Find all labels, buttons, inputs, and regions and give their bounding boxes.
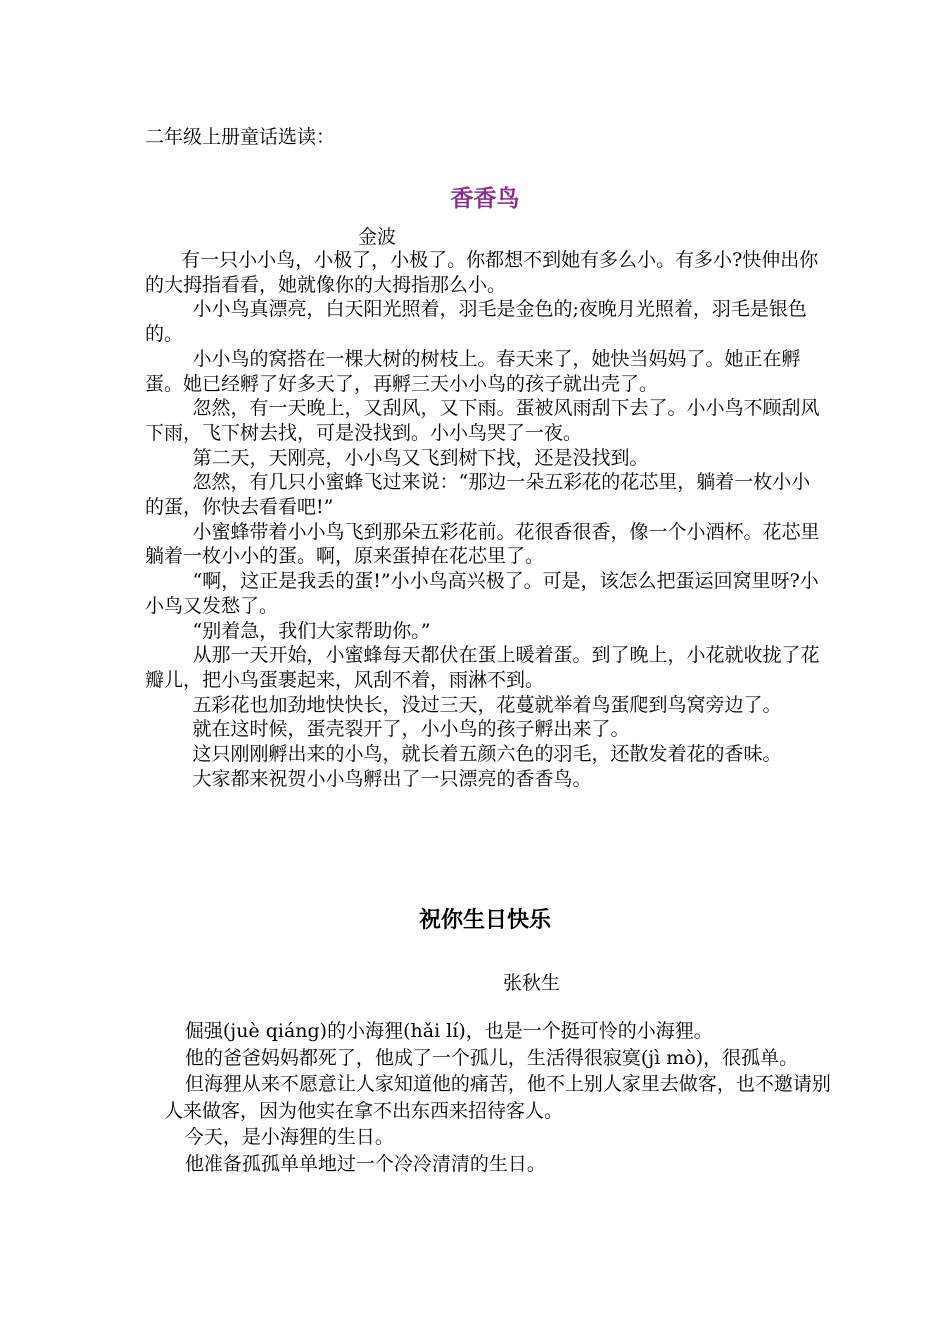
story2-paragraph: 他准备孤孤单单地过一个冷冷清清的生日。 xyxy=(184,1152,546,1175)
story2-paragraph: 今天，是小海狸的生日。 xyxy=(184,1126,394,1148)
story1-paragraph: 就在这时候，蛋壳裂开了，小小鸟的孩子孵出来了。 xyxy=(192,718,630,741)
story1-paragraph: 五彩花也加劲地快快长，没过三天，花蔓就举着鸟蛋爬到鸟窝旁边了。 xyxy=(192,693,782,716)
story1-paragraph: 第二天，天刚亮，小小鸟又飞到树下找，还是没找到。 xyxy=(192,446,649,469)
story2-author: 张秋生 xyxy=(503,972,561,994)
story1-paragraph: “别着急，我们大家帮助你。” xyxy=(192,619,431,642)
story1-paragraph: 小小鸟的窝搭在一棵大树的树枝上。春天来了，她快当妈妈了。她正在孵蛋。她已经孵了好多天了，再孵三天小小鸟的孩子就出壳了。 xyxy=(145,347,801,395)
story2-body xyxy=(164,1018,834,1177)
story1-paragraph: 大家都来祝贺小小鸟孵出了一只漂亮的香香鸟。 xyxy=(192,767,592,790)
story2-title: 祝你生日快乐 xyxy=(418,908,551,933)
story1-paragraph: 小蜜蜂带着小小鸟飞到那朵五彩花前。花很香很香，像一个小酒杯。花芯里躺着一枚小小的蛋。啊，原来蛋掉在花芯里了。 xyxy=(145,520,820,568)
story1-paragraph: 从那一天开始，小蜜蜂每天都伏在蛋上暖着蛋。到了晚上，小花就收拢了花瓣儿，把小鸟蛋裹起来，风刮不着，雨淋不到。 xyxy=(145,644,820,691)
story2-paragraph: 但海狸从来不愿意让人家知道他的痛苦，他不上别人家里去做客，也不邀请别人来做客，因为他实在拿不出东西来招待客人。 xyxy=(164,1073,831,1122)
story2-paragraph: 倔强(juè qiáng)的小海狸(hǎi lí)，也是一个挺可怜的小海狸。 xyxy=(184,1020,713,1042)
story1-author: 金波 xyxy=(358,226,397,248)
story1-title: 香香鸟 xyxy=(450,185,520,212)
story1-paragraph: 忽然，有一天晚上，又刮风，又下雨。蛋被风雨刮下去了。小小鸟不顾刮风下雨，飞下树去找，可是没找到。小小鸟哭了一夜。 xyxy=(145,397,820,444)
story1-body xyxy=(145,248,825,791)
story1-paragraph: 这只刚刚孵出来的小鸟，就长着五颜六色的羽毛，还散发着花的香味。 xyxy=(192,743,782,766)
story1-paragraph: 小小鸟真漂亮，白天阳光照着，羽毛是金色的;夜晚月光照着，羽毛是银色的。 xyxy=(145,298,807,346)
story1-paragraph: 有一只小小鸟，小极了，小极了。你都想不到她有多么小。有多小?快伸出你的大拇指看看，她就像你的大拇指那么小。 xyxy=(145,249,819,296)
story1-paragraph: 忽然，有几只小蜜蜂飞过来说：“那边一朵五彩花的花芯里，躺着一枚小小的蛋，你快去看看吧!” xyxy=(145,471,811,519)
story1-paragraph: “啊，这正是我丢的蛋!”小小鸟高兴极了。可是，该怎么把蛋运回窝里呀?小小鸟又发愁了。 xyxy=(145,570,819,617)
intro-heading: 二年级上册童话选读： xyxy=(145,126,336,148)
story2-paragraph: 他的爸爸妈妈都死了，他成了一个孤儿，生活得很寂寞(jì mò)，很孤单。 xyxy=(184,1046,799,1069)
